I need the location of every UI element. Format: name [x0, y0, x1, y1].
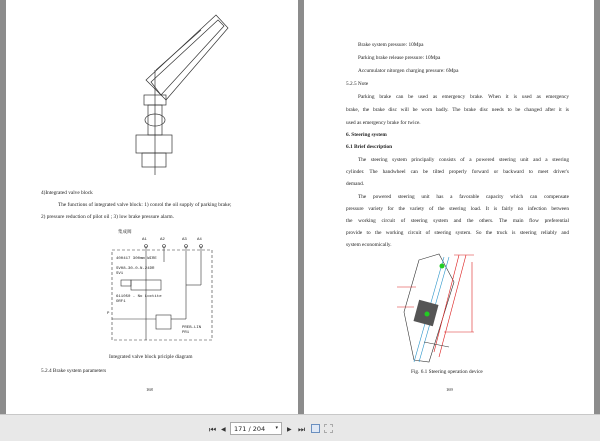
subsection-heading: 6.1 Brief description: [346, 144, 393, 150]
paragraph-line: The steering system principally consists of a powered steering unit and a steering: [358, 157, 569, 163]
page-number: 169: [446, 387, 453, 392]
page-number-field[interactable]: [230, 422, 282, 435]
port-label: A4: [197, 238, 202, 242]
left-page: [6, 0, 298, 414]
paragraph-line: cylinder. The handwheel can be tilted properly forward or backward to meet driver's: [346, 169, 569, 175]
note-line: brake, the brake disc will be worn badly. The brake disc needs to be changed after it is: [346, 107, 569, 113]
paragraph-line: pressure variety for the variety of the steering load. It is fairly no infection between: [346, 206, 569, 212]
section-heading: 6. Steering system: [346, 132, 387, 138]
brake-pedal-drawing: [106, 10, 256, 180]
single-page-view-icon[interactable]: [324, 424, 333, 433]
diagram-label: PREB-LIN: [182, 326, 202, 330]
first-page-button[interactable]: ⏮: [209, 425, 217, 434]
diagram-label: PR1: [182, 331, 190, 335]
diagram-label: 611050 - No Loctite: [116, 295, 162, 299]
page-number-value: 171 / 204: [234, 425, 266, 433]
steering-device-drawing: [394, 252, 484, 364]
previous-page-button[interactable]: ◀: [221, 426, 226, 433]
param-line: Parking brake release pressure: 10Mpa: [358, 55, 441, 61]
paragraph-line: The powered steering unit has a favorable capacity which can compensate: [358, 194, 569, 200]
diagram-label: 400417 300mm WIRE: [116, 257, 157, 261]
figure-caption: Fig. 6.1 Steering operation device: [411, 369, 483, 375]
paragraph-line: provide to the working circuit of steering system. So the truck is steering reliably and: [346, 230, 569, 236]
pdf-navigation-toolbar: [0, 414, 600, 441]
diagram-title: 集成阀: [118, 229, 132, 234]
chevron-down-icon[interactable]: ▾: [275, 425, 278, 431]
right-page: [304, 0, 594, 414]
paragraph-line: system economically.: [346, 242, 392, 248]
paragraph-line: 2) pressure reduction of pilot oil ; 3) low brake pressure alarm.: [41, 214, 174, 220]
note-line: used as emergency brake for twice.: [346, 120, 421, 126]
diagram-label: SV1: [116, 272, 124, 276]
port-label: A2: [160, 238, 165, 242]
diagram-label: ORF1: [116, 300, 126, 304]
subsection-heading: 5.2.4 Brake system parameters: [41, 368, 107, 374]
valve-block-diagram: [106, 240, 216, 345]
port-label: A3: [182, 238, 187, 242]
two-page-view-icon[interactable]: [311, 424, 320, 433]
next-page-button[interactable]: ▶: [287, 426, 292, 433]
diagram-caption: Integrated valve block priciple diagram: [109, 354, 193, 360]
note-heading: 5.2.5 Note: [346, 81, 369, 87]
port-label: A1: [142, 238, 147, 242]
diagram-label: SV08-30-0-N-24DR: [116, 267, 155, 271]
page-number: 168: [146, 387, 153, 392]
param-line: Accumulator nitorgen charging pressure: 6Mpa: [358, 68, 459, 74]
param-line: Brake system pressure: 10Mpa: [358, 42, 424, 48]
section-heading: 4)Integrated valve block: [41, 190, 93, 196]
note-line: Parking brake can be used as emergency brake. When it is used as emergency: [358, 94, 569, 100]
paragraph-line: demand.: [346, 181, 365, 187]
diagram-label: P: [107, 312, 110, 316]
paragraph-line: the working circuit of steering system and the others. The main flow preferential: [346, 218, 569, 224]
paragraph-line: The functions of integrated valve block: 1) conrol the oil supply of parking brake;: [58, 202, 232, 208]
last-page-button[interactable]: ⏭: [298, 425, 306, 434]
